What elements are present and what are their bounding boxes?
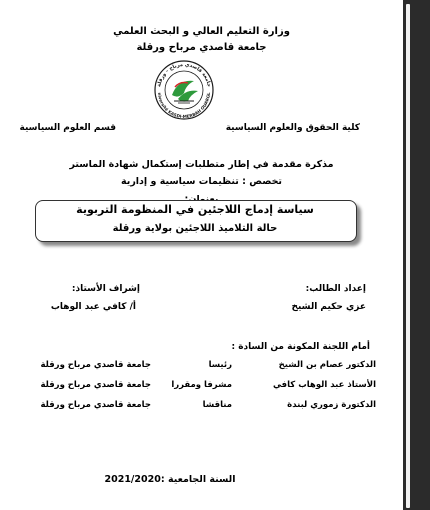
committee-member-role: رئيسا [208, 360, 232, 370]
committee-member-name: الدكتور عصام بن الشيخ [278, 360, 376, 370]
ministry-heading: وزارة التعليم العالي و البحث العلمي [113, 26, 290, 37]
thesis-title: سياسة إدماج اللاجئين في المنظومة التربوية [76, 203, 314, 216]
department-label: قسم العلوم السياسية [19, 123, 116, 133]
committee-member-university: جامعة قاصدي مرباح ورقلة [40, 380, 151, 390]
committee-member-name: الدكتورة زموري لبندة [287, 400, 376, 410]
supervisor-label: إشراف الأستاذ: [71, 284, 140, 294]
memo-description: مذكرة مقدمة في إطار متطلبات إستكمال شهادة الماستر [69, 159, 334, 170]
committee-heading: أمام اللجنة المكونة من السادة : [231, 342, 370, 352]
committee-member-university: جامعة قاصدي مرباح ورقلة [40, 400, 151, 410]
scrollbar-thumb[interactable] [406, 4, 410, 508]
supervisor-name: أ/ كافي عبد الوهاب [50, 302, 136, 312]
prepared-by-label: إعداد الطالب: [305, 284, 366, 294]
student-name: عزي حكيم الشيخ [291, 302, 366, 312]
faculty-label: كلية الحقوق والعلوم السياسية [225, 123, 360, 133]
specialty-line: تخصص : تنظيمات سياسية و إدارية [121, 176, 282, 187]
committee-member-name: الأستاذ عبد الوهاب كافي [272, 380, 376, 390]
seal-bottom-text: niversité KASDI-MERBAH OUARGL [156, 92, 212, 120]
committee-member-role: مشرفا ومقررا [171, 380, 232, 390]
academic-year: السنة الجامعية :2021/2020 [104, 474, 236, 485]
university-seal-icon [148, 59, 220, 121]
committee-member-role: مناقشا [202, 400, 232, 410]
seal-top-text: جامعة قاصدي مرباح - ورقلة [156, 61, 212, 88]
university-heading: جامعة قاصدي مرباح ورقلة [136, 42, 267, 53]
thesis-subtitle: حالة التلاميذ اللاجئين بولاية ورقلة [112, 223, 278, 234]
committee-member-university: جامعة قاصدي مرباح ورقلة [40, 360, 151, 370]
